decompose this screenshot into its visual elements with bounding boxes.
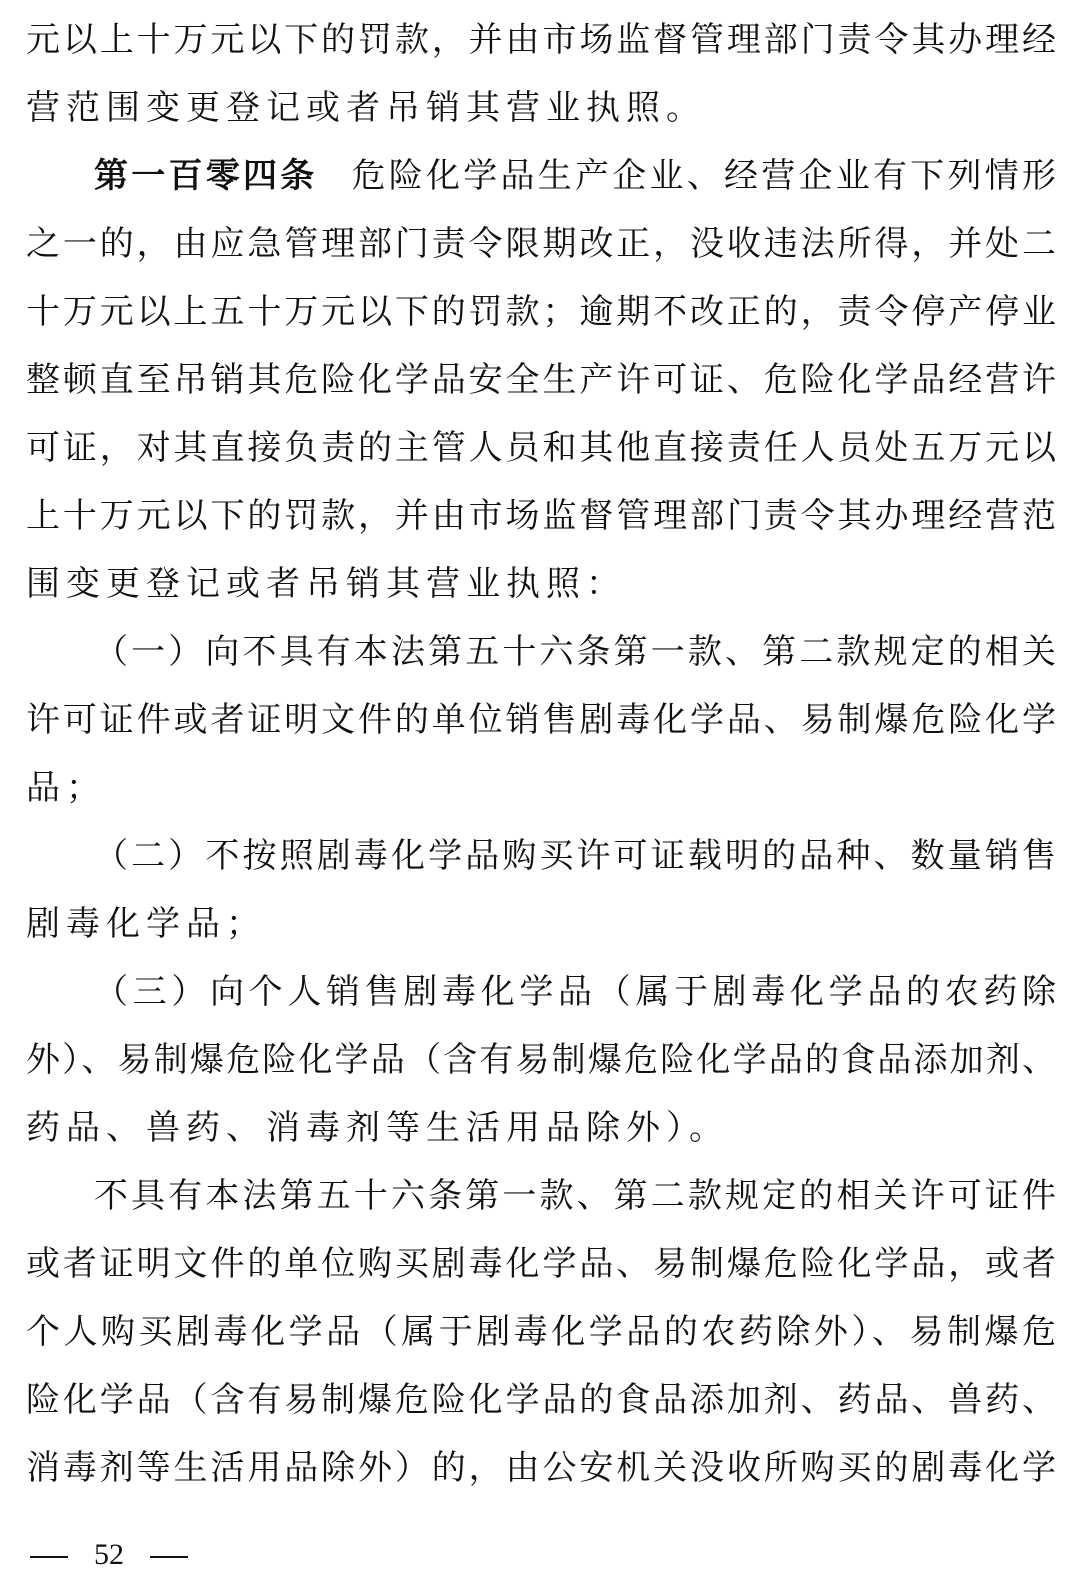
text-line: 许可证件或者证明文件的单位销售剧毒化学品、易制爆危险化学	[26, 700, 1056, 740]
text-line: 药品、兽药、消毒剂等生活用品除外）。	[26, 1108, 729, 1148]
paragraph-line: 不具有本法第五十六条第一款、第二款规定的相关许可证件	[94, 1176, 1056, 1216]
page-number-footer	[30, 1530, 188, 1580]
text-line: 品；	[26, 768, 106, 808]
text-line: 可证，对其直接负责的主管人员和其他直接责任人员处五万元以	[26, 428, 1056, 468]
text-line: 整顿直至吊销其危险化学品安全生产许可证、危险化学品经营许	[26, 360, 1056, 400]
page-number: 52	[94, 1538, 124, 1571]
list-item-line: （二）不按照剧毒化学品购买许可证载明的品种、数量销售	[94, 836, 1056, 876]
left-dash	[30, 1556, 68, 1558]
list-item-line: （一）向不具有本法第五十六条第一款、第二款规定的相关	[94, 632, 1056, 672]
text-line: 营范围变更登记或者吊销其营业执照。	[26, 88, 706, 128]
text-line: 之一的，由应急管理部门责令限期改正，没收违法所得，并处二	[26, 224, 1056, 264]
text-line: 或者证明文件的单位购买剧毒化学品、易制爆危险化学品，或者	[26, 1244, 1056, 1284]
text-line: 十万元以上五十万元以下的罚款；逾期不改正的，责令停产停业	[26, 292, 1056, 332]
text-line: 上十万元以下的罚款，并由市场监督管理部门责令其办理经营范	[26, 496, 1056, 536]
text-line: 险化学品（含有易制爆危险化学品的食品添加剂、药品、兽药、	[26, 1380, 1056, 1420]
article-line-text: 危险化学品生产企业、经营企业有下列情形	[351, 156, 1056, 196]
article-heading: 第一百零四条	[94, 156, 318, 196]
text-line: 外）、易制爆危险化学品（含有易制爆危险化学品的食品添加剂、	[26, 1040, 1056, 1080]
text-line: 元以上十万元以下的罚款，并由市场监督管理部门责令其办理经	[26, 20, 1056, 60]
text-line: 消毒剂等生活用品除外）的，由公安机关没收所购买的剧毒化学	[26, 1448, 1056, 1488]
right-dash	[150, 1556, 188, 1558]
list-item-line: （三）向个人销售剧毒化学品（属于剧毒化学品的农药除	[94, 972, 1056, 1012]
text-line: 围变更登记或者吊销其营业执照：	[26, 564, 626, 604]
text-line: 剧毒化学品；	[26, 904, 266, 944]
article-line	[26, 142, 1056, 210]
text-line: 个人购买剧毒化学品（属于剧毒化学品的农药除外）、易制爆危	[26, 1312, 1056, 1352]
document-body	[26, 6, 1056, 1502]
